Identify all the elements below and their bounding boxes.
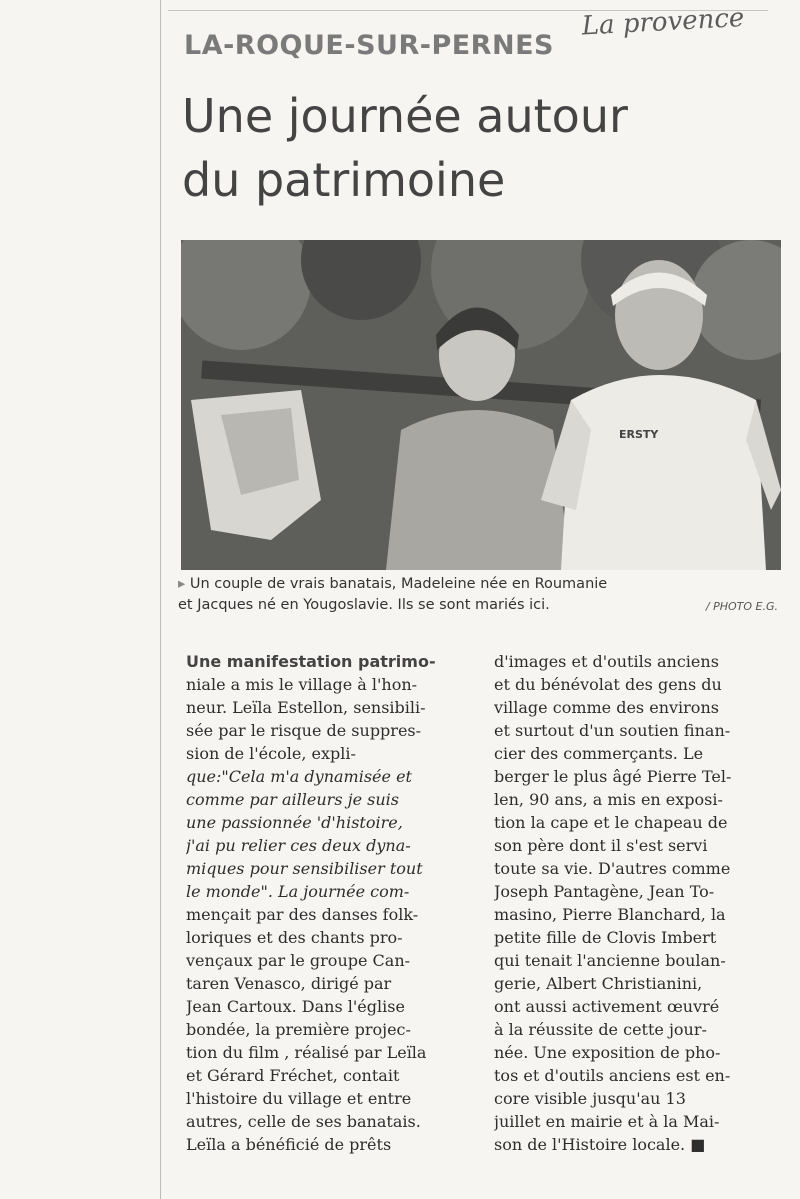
body-line: autres, celle de ses banatais.	[186, 1112, 421, 1131]
body-line: tion la cape et le chapeau de	[494, 813, 728, 832]
body-line: son père dont il s'est servi	[494, 836, 708, 855]
body-line: l'histoire du village et entre	[186, 1089, 412, 1108]
body-line: une passionnée 'd'histoire,	[186, 813, 403, 832]
article-column-right	[494, 650, 784, 1156]
body-line: tos et d'outils anciens est en-	[494, 1066, 731, 1085]
headline	[182, 84, 782, 212]
body-line: bondée, la première projec-	[186, 1020, 411, 1039]
body-line: ont aussi activement œuvré	[494, 997, 720, 1016]
body-line: et Gérard Fréchet, contait	[186, 1066, 400, 1085]
body-line: tion du film , réalisé par Leïla	[186, 1043, 427, 1062]
headline-line-1: Une journée autour	[182, 89, 628, 143]
body-line: berger le plus âgé Pierre Tel-	[494, 767, 732, 786]
body-line: son de l'Histoire locale. ■	[494, 1135, 706, 1154]
margin-rule	[160, 0, 161, 1199]
body-line: comme par ailleurs je suis	[186, 790, 399, 809]
body-line: j'ai pu relier ces deux dyna-	[186, 836, 411, 855]
handwritten-note: La provence	[581, 3, 745, 42]
body-line: taren Venasco, dirigé par	[186, 974, 392, 993]
article-column-left	[186, 650, 476, 1156]
body-line: à la réussite de cette jour-	[494, 1020, 707, 1039]
lead-text: Une manifestation patrimo-	[186, 652, 436, 671]
body-line: core visible jusqu'au 13	[494, 1089, 686, 1108]
body-line: vençaux par le groupe Can-	[186, 951, 411, 970]
body-line: miques pour sensibiliser tout	[186, 859, 423, 878]
photo-illustration	[181, 240, 781, 570]
caption-line-1	[178, 574, 782, 595]
body-line: village comme des environs	[494, 698, 719, 717]
body-line: et du bénévolat des gens du	[494, 675, 722, 694]
body-line: niale a mis le village à l'hon-	[186, 675, 418, 694]
kicker: LA-ROQUE-SUR-PERNES	[184, 30, 554, 61]
body-line: sion de l'école, expli-	[186, 744, 356, 763]
photo-credit: / PHOTO E.G.	[705, 600, 778, 613]
body-line: que:"Cela m'a dynamisée et	[186, 767, 412, 786]
body-line: Joseph Pantagène, Jean To-	[494, 882, 715, 901]
body-line: qui tenait l'ancienne boulan-	[494, 951, 726, 970]
body-line: neur. Leïla Estellon, sensibili-	[186, 698, 426, 717]
body-line: Jean Cartoux. Dans l'église	[186, 997, 405, 1016]
body-line: juillet en mairie et à la Mai-	[494, 1112, 720, 1131]
body-line: toute sa vie. D'autres comme	[494, 859, 731, 878]
body-line: masino, Pierre Blanchard, la	[494, 905, 726, 924]
caption-line-2: et Jacques né en Yougoslavie. Ils se sont mariés ici.	[178, 597, 550, 613]
body-line: Leïla a bénéficié de prêts	[186, 1135, 392, 1154]
body-line: cier des commerçants. Le	[494, 744, 704, 763]
photo-caption	[178, 574, 782, 616]
body-line: le monde". La journée com-	[186, 882, 410, 901]
body-line: d'images et d'outils anciens	[494, 652, 719, 671]
headline-line-2: du patrimoine	[182, 153, 506, 207]
article-photo	[181, 240, 781, 570]
caption-arrow-icon: ▸	[178, 576, 190, 592]
body-line: loriques et des chants pro-	[186, 928, 403, 947]
body-line: sée par le risque de suppres-	[186, 721, 422, 740]
body-line: née. Une exposition de pho-	[494, 1043, 721, 1062]
body-line: len, 90 ans, a mis en exposi-	[494, 790, 723, 809]
body-line: gerie, Albert Christianini,	[494, 974, 703, 993]
shirt-print: ERSTY	[619, 428, 659, 441]
body-line: mençait par des danses folk-	[186, 905, 419, 924]
body-line: petite fille de Clovis Imbert	[494, 928, 717, 947]
body-line: et surtout d'un soutien finan-	[494, 721, 731, 740]
caption-line-1-text: Un couple de vrais banatais, Madeleine née en Roumanie	[189, 576, 608, 592]
lead-line	[186, 650, 476, 673]
